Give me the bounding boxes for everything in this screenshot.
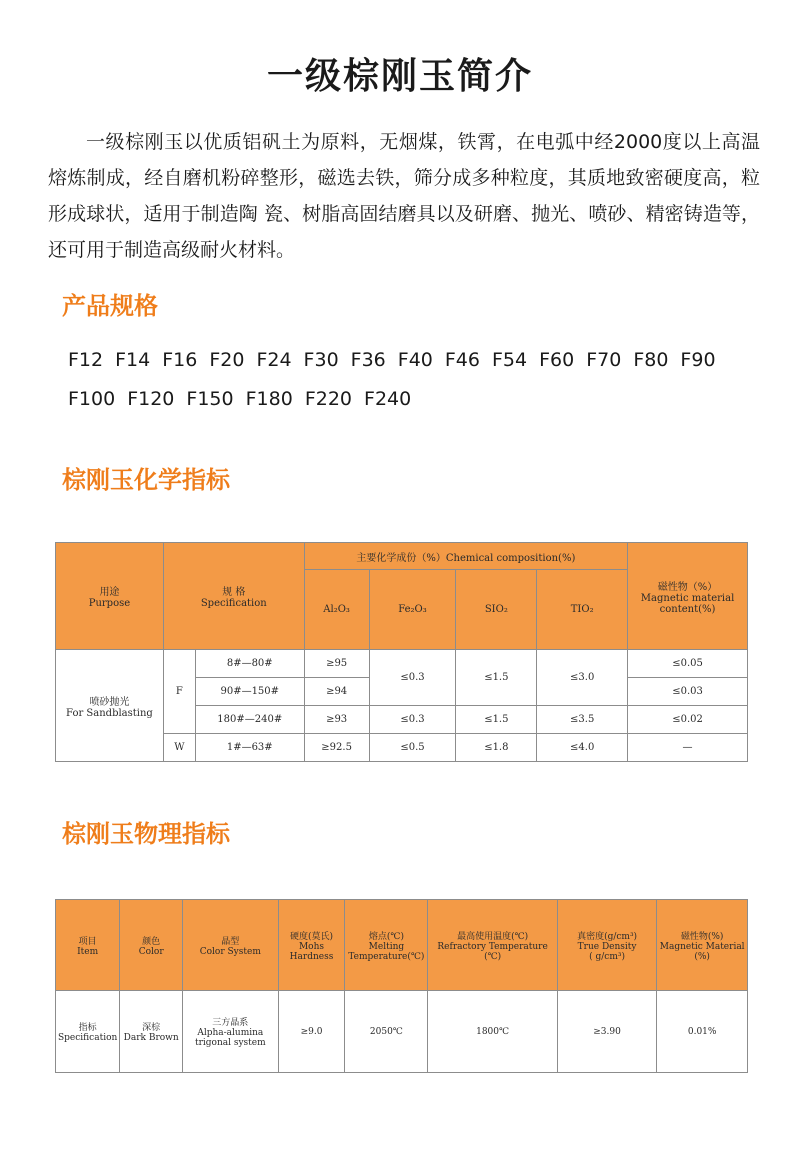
purpose-header: 用途 Purpose (56, 543, 164, 650)
grit-label: F54 (491, 349, 528, 371)
grit-label: F36 (350, 349, 386, 371)
crystal-header: 晶型 Color System (183, 900, 279, 991)
magnetic-header: 磁性物(%) Magnetic Material (%) (657, 900, 748, 991)
composition-header: 主要化学成份（%）Chemical composition(%) (304, 543, 627, 570)
color-header: 颜色 Color (120, 900, 183, 991)
density-cell: ≥3.90 (557, 991, 656, 1073)
tio2-cell: ≤3.5 (537, 706, 628, 734)
magnetic-cell: ≤0.02 (628, 706, 748, 734)
grit-label: F180 (245, 388, 293, 410)
refractory-header: 最高使用温度(℃) Refractory Temperature (℃) (428, 900, 557, 991)
hardness-header: 硬度(莫氏) Mohs Hardness (278, 900, 345, 991)
phys-section-title: 棕刚玉物理指标 (62, 820, 230, 848)
grit-label: F220 (304, 388, 353, 410)
chemical-spec-table (55, 542, 748, 762)
density-header: 真密度(g/cm³) True Density ( g/cm³) (557, 900, 656, 991)
item-header: 项目 Item (56, 900, 120, 991)
grit-label: F16 (162, 349, 198, 371)
sio2-cell: ≤1.5 (456, 650, 537, 706)
refractory-cell: 1800℃ (428, 991, 557, 1073)
color-cell: 深棕 Dark Brown (120, 991, 183, 1073)
range-cell: 1#—63# (195, 734, 304, 762)
grit-label: F46 (444, 349, 480, 371)
grit-label: F30 (303, 349, 339, 371)
hardness-cell: ≥9.0 (278, 991, 345, 1073)
grit-label: F20 (209, 349, 245, 371)
grit-row-2 (68, 388, 423, 410)
al2o3-cell: ≥93 (304, 706, 369, 734)
grit-label: F14 (115, 349, 151, 371)
w-label-cell: W (163, 734, 195, 762)
fe2o3-cell: ≤0.5 (369, 734, 456, 762)
page-title: 一级棕刚玉简介 (266, 56, 533, 97)
f-label-cell: F (163, 650, 195, 734)
melting-header: 熔点(℃) Melting Temperature(℃) (345, 900, 428, 991)
al2o3-cell: ≥92.5 (304, 734, 369, 762)
tio2-cell: ≤3.0 (537, 650, 628, 706)
physical-spec-table (55, 899, 748, 1073)
chem-section-title: 棕刚玉化学指标 (62, 466, 230, 494)
grit-label: F240 (364, 388, 412, 410)
crystal-cell: 三方晶系 Alpha-alumina trigonal system (183, 991, 279, 1073)
grit-label: F24 (256, 349, 292, 371)
intro-paragraph: 一级棕刚玉以优质铝矾土为原料，无烟煤，铁霄，在电弧中经2000度以上高温熔炼制成，经自磨机粉碎整形，磁选去铁，筛分成多种粒度，其质地致密硬度高，粒形成球状，适用于制造陶 瓷、树脂高固结磨具以及研磨、抛光、喷砂、精密铸造等，还可用于制造高级耐火材料。 (48, 131, 760, 261)
sio2-header: SIO₂ (456, 570, 537, 650)
grit-label: F40 (397, 349, 433, 371)
al2o3-cell: ≥95 (304, 650, 369, 678)
grit-label: F100 (68, 388, 116, 410)
magnetic-header: 磁性物（%） Magnetic material content(%) (628, 543, 748, 650)
grit-label: F80 (633, 349, 669, 371)
grit-label: F12 (68, 349, 104, 371)
magnetic-cell: — (628, 734, 748, 762)
range-cell: 90#—150# (195, 678, 304, 706)
grit-label: F150 (186, 388, 234, 410)
sio2-cell: ≤1.5 (456, 706, 537, 734)
grit-row-1 (68, 349, 728, 371)
fe2o3-cell: ≤0.3 (369, 706, 456, 734)
al2o3-cell: ≥94 (304, 678, 369, 706)
intro-text (48, 124, 760, 268)
grit-label: F120 (127, 388, 175, 410)
magnetic-cell: ≤0.03 (628, 678, 748, 706)
magnetic-cell: ≤0.05 (628, 650, 748, 678)
sio2-cell: ≤1.8 (456, 734, 537, 762)
range-cell: 180#—240# (195, 706, 304, 734)
grit-label: F70 (586, 349, 622, 371)
spec-header: 规 格 Specification (163, 543, 304, 650)
al2o3-header: Al₂O₃ (304, 570, 369, 650)
use-cell: 喷砂抛光 For Sandblasting (56, 650, 164, 762)
fe2o3-header: Fe₂O₃ (369, 570, 456, 650)
tio2-header: TIO₂ (537, 570, 628, 650)
tio2-cell: ≤4.0 (537, 734, 628, 762)
magnetic-cell: 0.01% (657, 991, 748, 1073)
fe2o3-cell: ≤0.3 (369, 650, 456, 706)
spec-label-cell: 指标 Specification (56, 991, 120, 1073)
melting-cell: 2050℃ (345, 991, 428, 1073)
grit-label: F60 (539, 349, 575, 371)
range-cell: 8#—80# (195, 650, 304, 678)
grit-label: F90 (680, 349, 716, 371)
specs-section-title: 产品规格 (62, 292, 158, 320)
